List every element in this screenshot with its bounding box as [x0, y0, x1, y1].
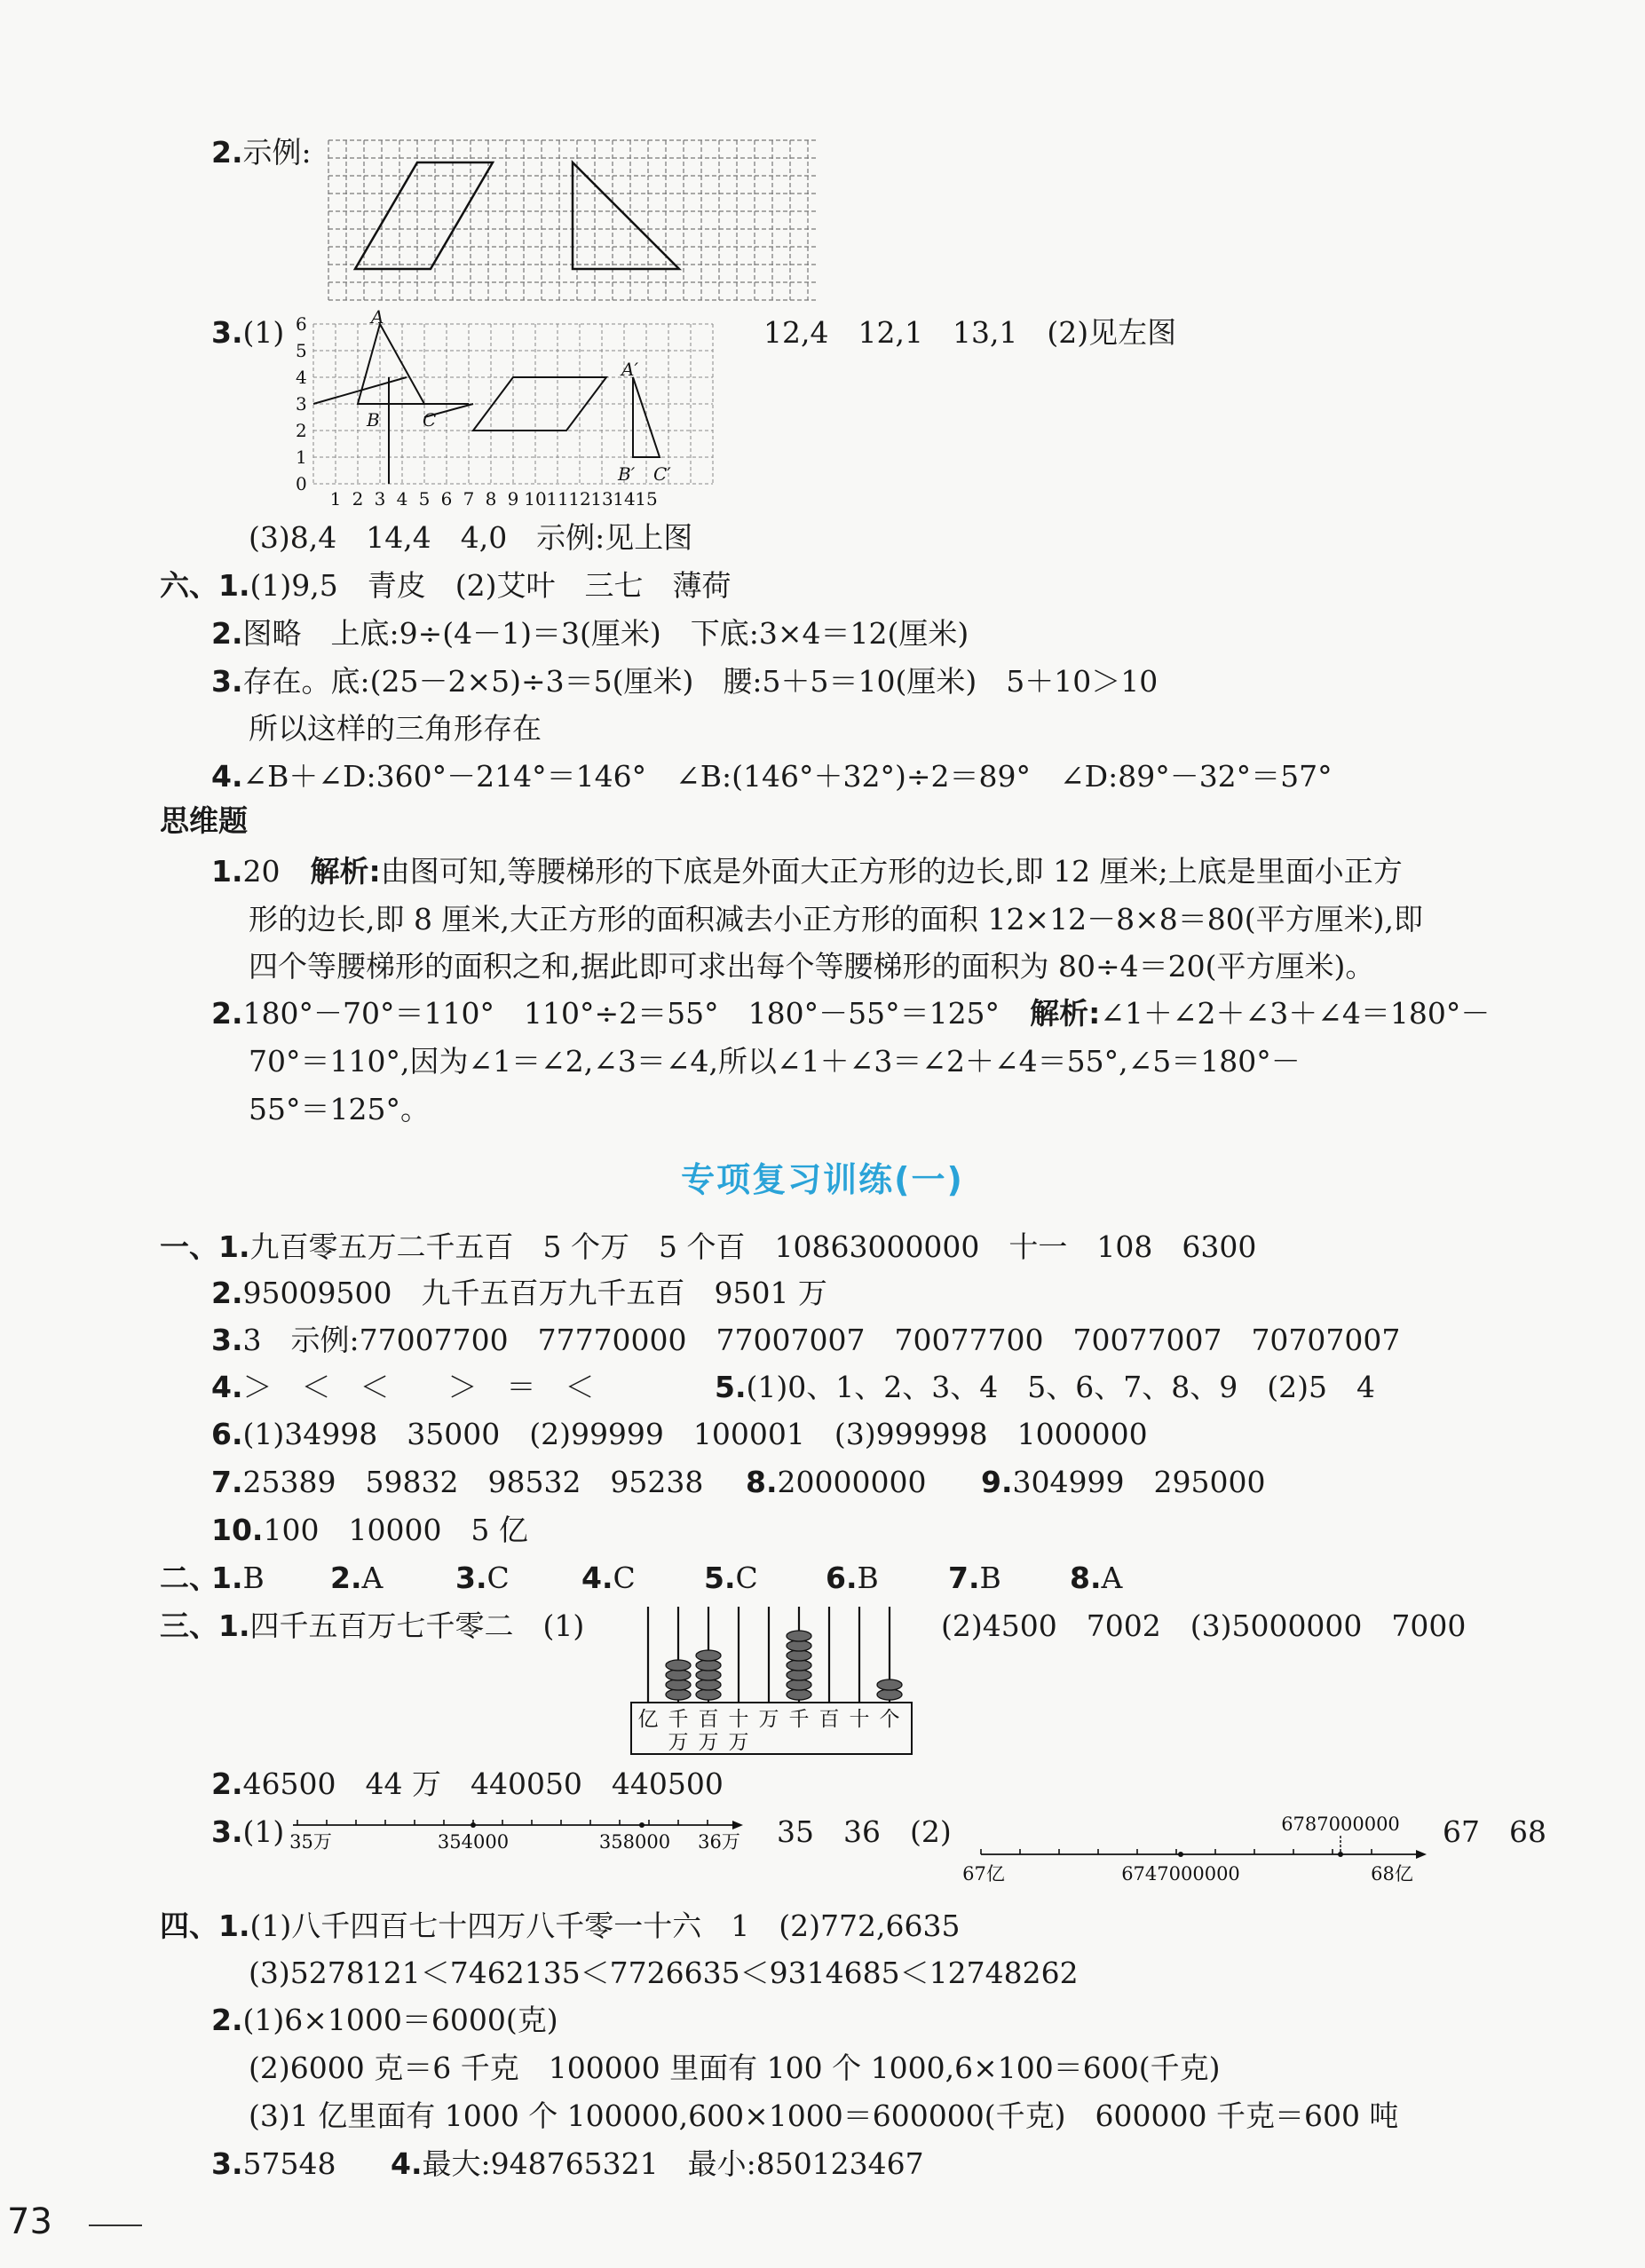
svg-text:十: 十	[728, 1708, 749, 1731]
label-b1: B′	[618, 463, 636, 485]
x-tick-9: 9	[507, 488, 519, 510]
x-tick-11: 11	[546, 488, 569, 510]
x-tick-12: 12	[568, 488, 591, 510]
x-tick-10: 10	[524, 488, 547, 510]
x-tick-4: 4	[396, 488, 408, 510]
part4-line5: (3)1 亿里面有 1000 个 100000,600×1000＝600000(千克) 600000 千克＝600 吨	[249, 2098, 1399, 2133]
svg-text:百: 百	[819, 1708, 840, 1731]
part4-heading: 四、	[160, 1908, 218, 1943]
x-tick-8: 8	[485, 488, 497, 510]
x-tick-3: 3	[374, 488, 386, 510]
svg-text:67亿: 67亿	[962, 1863, 1005, 1885]
thinking-heading: 思维题	[160, 803, 248, 838]
x-tick-14: 14	[613, 488, 636, 510]
label-b: B	[367, 409, 380, 431]
label-c1: C′	[653, 463, 671, 485]
svg-text:万: 万	[758, 1708, 779, 1731]
part2-line	[160, 1561, 218, 1596]
part3-q3-ans2: 67 68	[1443, 1814, 1546, 1849]
part2-item-6: 6.B	[826, 1561, 879, 1595]
abacus-figure	[629, 1605, 914, 1758]
svg-text:千: 千	[668, 1708, 689, 1731]
part2-item-3: 3.C	[455, 1561, 510, 1595]
q2-line	[211, 135, 312, 170]
svg-text:354000: 354000	[437, 1831, 510, 1853]
six-item-3: 3.存在。底:(25－2×5)÷3＝5(厘米) 腰:5＋5＝10(厘米) 5＋10＞10	[211, 664, 1159, 699]
thinking-q2-line2: 70°＝110°,因为∠1＝∠2,∠3＝∠4,所以∠1＋∠3＝∠2＋∠4＝55°,∠5＝180°－	[249, 1044, 1301, 1079]
q3-part1: (1)	[242, 315, 285, 350]
thinking-q1-line2: 形的边长,即 8 厘米,大正方形的面积减去小正方形的面积 12×12－8×8＝80(平方厘米),即	[249, 902, 1423, 936]
x-tick-2: 2	[352, 488, 364, 510]
svg-text:6787000000: 6787000000	[1281, 1814, 1400, 1835]
part3-q1: 三、1.四千五百万七千零二 (1)	[160, 1608, 585, 1643]
svg-text:亿: 亿	[637, 1708, 659, 1731]
x-tick-5: 5	[418, 488, 431, 510]
six-item-1: 六、1.(1)9,5 青皮 (2)艾叶 三七 薄荷	[160, 568, 732, 603]
part3-q3: 3.(1)	[211, 1814, 285, 1849]
q3-answer: 12,4 12,1 13,1 (2)见左图	[763, 315, 1177, 350]
six-item-2: 2.图略 上底:9÷(4－1)＝3(厘米) 下底:3×4＝12(厘米)	[211, 616, 969, 651]
part2-item-5: 5.C	[704, 1561, 758, 1595]
part1-line6: 7.25389 59832 98532 95238	[211, 1465, 704, 1499]
q3-num: 3.	[211, 315, 243, 350]
svg-text:十: 十	[849, 1708, 870, 1731]
part1-line6-q9: 9.304999 295000	[981, 1465, 1266, 1499]
label-a1: A′	[621, 359, 638, 380]
part3-q3-ans1: 35 36 (2)	[777, 1814, 952, 1849]
part4-line6: 3.57548	[211, 2146, 336, 2181]
triangle-abc	[358, 324, 424, 404]
label-a: A	[371, 306, 384, 328]
svg-text:35万: 35万	[289, 1831, 332, 1853]
part1-line3: 3.3 示例:77007700 77770000 77007007 70077700 70077007 70707007	[211, 1323, 1401, 1357]
part1-line2: 2.95009500 九千五百万九千五百 9501 万	[211, 1276, 827, 1310]
part2-item-4: 4.C	[581, 1561, 636, 1595]
part2-heading: 二、	[160, 1561, 218, 1595]
y-tick-0: 0	[296, 473, 307, 494]
thinking-q2-line3: 55°＝125°。	[249, 1092, 430, 1126]
x-tick-7: 7	[463, 488, 475, 510]
part1-heading: 一、	[160, 1229, 218, 1264]
y-tick-3: 3	[296, 393, 307, 415]
parallelogram-shape	[355, 162, 493, 269]
label-c: C	[423, 409, 437, 431]
part3-heading: 三、	[160, 1608, 218, 1643]
triangle-shape	[573, 162, 679, 269]
part2-item-1: 1.B	[211, 1561, 265, 1595]
page-number-rule	[89, 2225, 142, 2226]
svg-text:万: 万	[698, 1731, 719, 1754]
thinking-q2-line1: 2.180°－70°＝110° 110°÷2＝55° 180°－55°＝125° 解析:∠1＋∠2＋∠3＋∠4＝180°－	[211, 996, 1491, 1031]
svg-text:千: 千	[788, 1708, 810, 1731]
part1-line4: 4.＞ ＜ ＜ ＞ ＝ ＜	[211, 1370, 595, 1404]
part1-line4-q5: 5.(1)0、1、2、3、4 5、6、7、8、9 (2)5 4	[715, 1370, 1375, 1404]
y-tick-2: 2	[296, 420, 307, 441]
six-item-3-cont: 所以这样的三角形存在	[249, 711, 542, 746]
x-tick-1: 1	[329, 488, 342, 510]
part1-line6-q8: 8.20000000	[746, 1465, 927, 1499]
x-tick-13: 13	[590, 488, 613, 510]
q3-coordinate-grid	[291, 306, 735, 515]
svg-text:68亿: 68亿	[1371, 1863, 1413, 1885]
part1-line5: 6.(1)34998 35000 (2)99999 100001 (3)999998 1000000	[211, 1417, 1148, 1451]
q2-grid-figure	[328, 140, 817, 300]
part4-line4: (2)6000 克＝6 千克 100000 里面有 100 个 1000,6×100＝600(千克)	[249, 2051, 1221, 2085]
q3-line	[211, 315, 284, 351]
x-tick-6: 6	[440, 488, 453, 510]
q2-text: 示例:	[242, 135, 312, 170]
part3-q1-right: (2)4500 7002 (3)5000000 7000	[941, 1608, 1467, 1643]
x-tick-15: 15	[635, 488, 658, 510]
part4-line1: 四、1.(1)八千四百七十四万八千零一十六 1 (2)772,6635	[160, 1908, 961, 1943]
svg-text:358000: 358000	[598, 1831, 671, 1853]
svg-text:36万: 36万	[698, 1831, 740, 1853]
part4-line6-q4: 4.最大:948765321 最小:850123467	[391, 2146, 924, 2181]
thinking-q1-line3: 四个等腰梯形的面积之和,据此即可求出每个等腰梯形的面积为 80÷4＝20(平方厘米)。	[249, 949, 1375, 984]
six-item-4: 4.∠B＋∠D:360°－214°＝146° ∠B:(146°＋32°)÷2＝89° ∠D:89°－32°＝57°	[211, 759, 1333, 794]
page-number: 73	[7, 2201, 52, 2242]
thinking-q1-line1: 1.20 解析:由图可知,等腰梯形的下底是外面大正方形的边长,即 12 厘米;上底是里面小正方	[211, 854, 1403, 889]
part1-line1: 一、1.九百零五万二千五百 5 个万 5 个百 10863000000 十一 108 6300	[160, 1229, 1257, 1264]
y-tick-5: 5	[296, 340, 307, 361]
q2-num: 2.	[211, 135, 243, 170]
part4-line3: 2.(1)6×1000＝6000(克)	[211, 2003, 558, 2037]
six-heading: 六、	[160, 568, 218, 603]
number-line-2	[962, 1806, 1429, 1885]
section-title: 专项复习训练(一)	[681, 1160, 964, 1199]
svg-text:个: 个	[879, 1708, 900, 1731]
svg-text:万: 万	[728, 1731, 749, 1754]
number-line-1	[284, 1807, 746, 1857]
svg-text:6747000000: 6747000000	[1121, 1863, 1240, 1885]
y-tick-1: 1	[296, 446, 307, 468]
transform-line-1	[313, 377, 407, 404]
svg-text:百: 百	[698, 1708, 719, 1731]
q3-part3: (3)8,4 14,4 4,0 示例:见上图	[249, 520, 693, 555]
part2-item-8: 8.A	[1070, 1561, 1123, 1595]
part2-item-2: 2.A	[330, 1561, 384, 1595]
part3-q2: 2.46500 44 万 440050 440500	[211, 1766, 724, 1801]
part4-line2: (3)5278121＜7462135＜7726635＜9314685＜12748262	[249, 1956, 1079, 1990]
part2-item-7: 7.B	[948, 1561, 1001, 1595]
y-tick-4: 4	[296, 367, 307, 388]
part1-line7: 10.100 10000 5 亿	[211, 1513, 528, 1547]
svg-text:万: 万	[668, 1731, 689, 1754]
y-tick-6: 6	[296, 313, 307, 335]
